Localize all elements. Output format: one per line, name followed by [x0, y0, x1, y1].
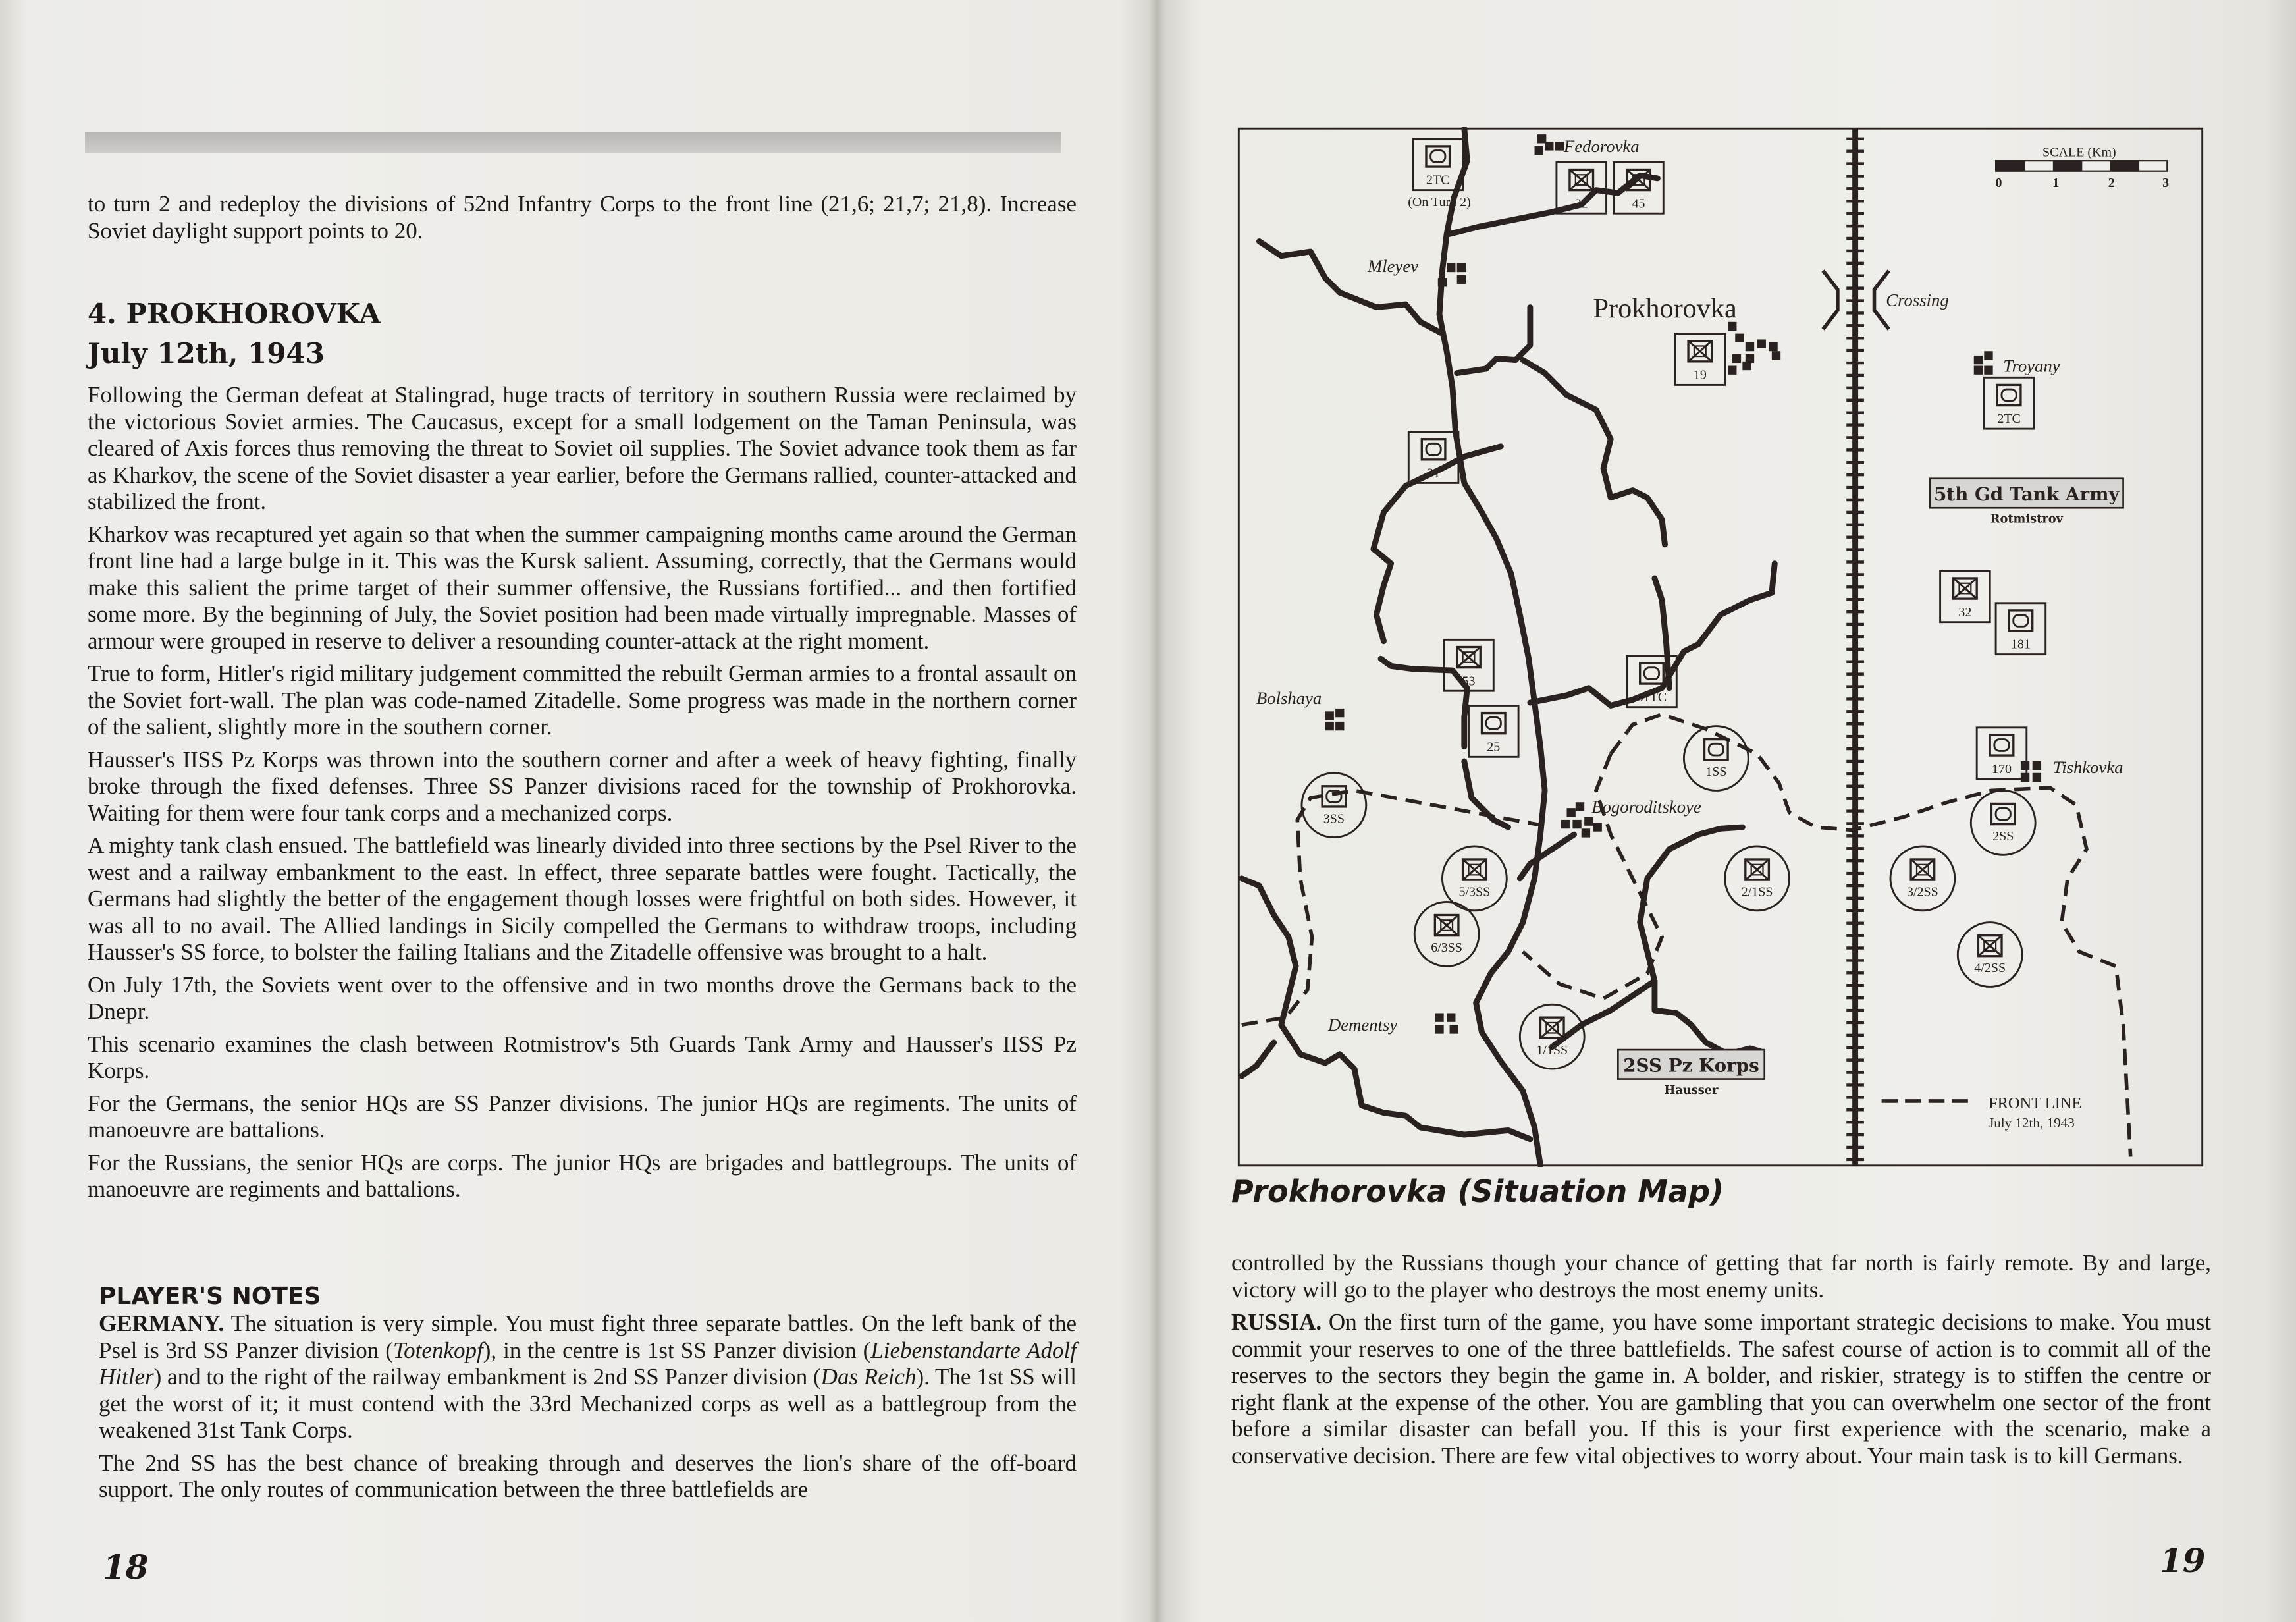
unit-counter — [1408, 432, 1458, 483]
place-dementsy: Dementsy — [1327, 1015, 1398, 1035]
unit-counter — [1442, 846, 1507, 911]
germany-paragraph-2: The 2nd SS has the best chance of breaking through and deserves the lion's share of the off-board support. The only routes of communication between the three battlefields are — [99, 1449, 1077, 1502]
unit-label: 45 — [1632, 196, 1645, 211]
mech-icon — [1978, 936, 2002, 956]
russia-lead: RUSSIA. — [1231, 1309, 1322, 1335]
tank-icon — [1431, 151, 1445, 163]
scale-bar — [1996, 145, 2170, 190]
scale-tick: 0 — [1995, 176, 2002, 191]
unit-label: 2SS — [1992, 829, 2014, 844]
town-block — [1757, 339, 1766, 348]
page-number-right: 19 — [2160, 1541, 2206, 1580]
town-block — [1545, 142, 1553, 150]
unit-label: 32 — [1958, 605, 1972, 620]
unit-counter — [1675, 334, 1725, 385]
town-block — [1457, 263, 1466, 272]
place-mleyev: Mleyev — [1368, 256, 1419, 277]
place-troyany: Troyany — [2003, 356, 2060, 376]
legend-date: July 12th, 1943 — [1988, 1114, 2075, 1131]
unit-label: 1SS — [1705, 765, 1727, 780]
unit-label: 3SS — [1323, 811, 1345, 826]
paragraph: Hausser's IISS Pz Korps was thrown into the southern corner and after a week of heavy fighting, finally broke through the fixed defenses. Three SS Panzer divisions raced for the township of Prokhorovka. Waiting for them were four tank corps and a mechanized corps. — [88, 746, 1077, 826]
unit-counter — [1413, 139, 1463, 190]
mech-icon — [1435, 915, 1458, 935]
town-block — [2033, 773, 2041, 782]
town-block — [1450, 1025, 1458, 1033]
unit-label: 22 — [1574, 196, 1588, 211]
place-prokhorovka: Prokhorovka — [1593, 293, 1737, 325]
mech-icon — [1954, 578, 1977, 599]
town-block — [1742, 362, 1751, 370]
mech-icon — [1463, 859, 1487, 880]
unit-label: 4/2SS — [1974, 961, 2006, 976]
tank-icon — [1994, 740, 2009, 751]
town-block — [1555, 142, 1564, 150]
unit-label: 5/3SS — [1458, 884, 1491, 900]
paragraph: controlled by the Russians though your chance of getting that far north is fairly remote. By and large, victory will go to the player who destroys the most enemy units. — [1231, 1250, 2211, 1303]
mech-icon — [1911, 859, 1935, 880]
town-block — [1447, 263, 1455, 272]
tank-icon — [1486, 717, 1501, 729]
paragraph: A mighty tank clash ensued. The battlefield was linearly divided into three sections by the Psel River to the west and a railway embankment to the east. In effect, three separate battles were fought. Tactically, the Germans had slightly the better of the engagement though losses were frightful on both sides. However, it was all to no avail. The Allied landings in Sicily compelled the Germans to withdraw troops, including Hausser's SS force, to bolster the failing Italians and the Zitadelle offensive was brought to a halt. — [88, 832, 1077, 965]
rivers — [1242, 128, 1775, 1166]
place-bolshaya: Bolshaya — [1256, 688, 1322, 709]
unit-label: 1/1SS — [1536, 1042, 1568, 1058]
town-block — [1572, 820, 1581, 828]
players-notes-heading: PLAYER'S NOTES — [99, 1283, 321, 1310]
town-block — [1325, 711, 1334, 720]
tank-icon — [1709, 743, 1723, 755]
town-block — [1772, 351, 1780, 360]
tank-icon — [1426, 443, 1441, 455]
town-block — [1435, 1025, 1443, 1033]
page-number-left: 18 — [103, 1548, 149, 1586]
paragraph: True to form, Hitler's rigid military judgement committed the rebuilt German armies to a frontal assault on the Soviet fort-wall. The plan was code-named Zitadelle. Some progress was made in the northern corner of the salient, slightly more in the southern corner. — [88, 661, 1077, 740]
town-block — [1584, 817, 1593, 825]
town-block — [1535, 146, 1543, 155]
town-block — [1447, 1013, 1455, 1021]
mech-icon — [1746, 859, 1769, 880]
unit-label: 6/3SS — [1431, 940, 1463, 956]
town-block — [1582, 828, 1590, 837]
text: The situation is very simple. You must fight three separate battles. On the left bank of the Psel is 3rd SS Panzer division ( — [99, 1311, 1077, 1363]
unit-label: 2TC — [1426, 173, 1450, 188]
place-tishkovka: Tishkovka — [2052, 757, 2123, 777]
unit-label: 31TC — [1636, 689, 1667, 705]
town-block — [1746, 342, 1754, 351]
text: ), in the centre is 1st SS Panzer division ( — [483, 1337, 871, 1363]
tank-icon — [1996, 808, 2010, 820]
town-block — [2033, 761, 2041, 770]
players-notes-body — [99, 1311, 1077, 1509]
scenario-body — [88, 382, 1077, 1209]
german-korps-name: 2SS Pz Korps — [1623, 1054, 1759, 1077]
map-caption: Prokhorovka (Situation Map) — [1231, 1174, 1724, 1209]
germany-lead: GERMANY. — [99, 1311, 225, 1336]
mech-icon — [1688, 341, 1712, 362]
town-block — [1974, 356, 1983, 364]
situation-map — [1237, 127, 2204, 1167]
town-block — [1576, 802, 1584, 811]
unit-label: 170 — [1991, 761, 2012, 776]
place-crossing: Crossing — [1886, 290, 1949, 310]
town-block — [2021, 761, 2029, 770]
german-korps-banner — [1618, 1050, 1764, 1097]
town-block — [1325, 722, 1334, 730]
unit-counter — [1890, 846, 1955, 911]
text: ). The 1st SS will get the worst of it; it must contend with the 33rd Mechanized corps as well as a battlegroup from the weakened 31st Tank Corps. — [99, 1364, 1077, 1443]
unit-counter — [1468, 705, 1518, 757]
germany-paragraph — [99, 1311, 1077, 1444]
russia-paragraph — [1231, 1309, 2211, 1469]
scale-tick: 3 — [2162, 176, 2170, 191]
town-block — [1561, 820, 1570, 828]
paragraph: For the Russians, the senior HQs are corps. The junior HQs are brigades and battlegroups. The units of manoeuvre are regiments and battalions. — [88, 1149, 1077, 1202]
railway — [1823, 128, 1889, 1166]
on-turn-2-note: (On Turn 2) — [1408, 195, 1471, 210]
unit-label: 2TC — [1997, 412, 2021, 427]
unit-label: 53 — [1462, 674, 1476, 689]
town-block — [1769, 342, 1777, 351]
town-block — [1984, 351, 1992, 360]
map-frame — [1239, 128, 2202, 1166]
scale-title: SCALE (Km) — [2042, 145, 2116, 160]
unit-label: 2/1SS — [1741, 884, 1773, 900]
mech-icon — [1540, 1017, 1564, 1038]
mech-icon — [1570, 169, 1593, 190]
town-block — [1984, 366, 1992, 375]
unit-counter — [1725, 846, 1790, 911]
right-page-body — [1231, 1250, 2211, 1475]
unit-counter — [1971, 790, 2035, 855]
unit-label: 25 — [1487, 740, 1501, 755]
unit-counter — [1302, 773, 1366, 838]
paragraph: Kharkov was recaptured yet again so that when the summer campaigning months came around the German front line had a large bulge in it. This was the Kursk salient. Assuming, correctly, that the Germans would make this salient the prime target of their summer offensive, the Russians fortified... and then fortified some more. By the beginning of July, the Soviet position had been made virtually impregnable. Masses of armour were grouped in reserve to deliver a resounding counter-attack at the right moment. — [88, 521, 1077, 654]
place-bogoroditskoye: Bogoroditskoye — [1591, 796, 1701, 817]
soviet-army-banner — [1930, 479, 2123, 526]
unit-counter — [1940, 571, 1990, 622]
psel-river — [1439, 128, 1545, 1166]
text: On the first turn of the game, you have some important strategic decisions to make. You must commit your reserves to one of the three battlefields. The safest course of action is to commit all of the reserves to the sectors they begin the game in. A bolder, and riskier, strategy is to stiffen the centre or right flank at the expense of the other. You are gambling that you can overwhelm one sector of the front before a similar disaster can befall you. If this is your first experience with the scenario, make a conservative decision. There are few vital objectives to worry about. Your main task is to kill Germans. — [1231, 1309, 2211, 1469]
german-commander: Hausser — [1664, 1083, 1719, 1097]
legend-front-line: FRONT LINE — [1988, 1095, 2082, 1113]
town-block — [2021, 773, 2029, 782]
tank-icon — [2002, 389, 2016, 401]
unit-counter — [1444, 639, 1494, 691]
text-italic: Totenkopf — [392, 1337, 483, 1363]
town-block — [1593, 823, 1602, 831]
town-block — [1457, 275, 1466, 284]
unit-counter — [1414, 902, 1479, 966]
unit-counter — [1977, 728, 2027, 779]
text-italic: Liebenstandarte Adolf Hitler — [99, 1337, 1077, 1390]
unit-counter — [1984, 377, 2034, 429]
header-bar — [85, 132, 1061, 153]
town-block — [1435, 1013, 1443, 1021]
place-fedorovka: Fedorovka — [1564, 136, 1640, 156]
mech-icon — [1457, 647, 1481, 668]
tank-icon — [1644, 668, 1659, 680]
unit-label: 3/2SS — [1906, 884, 1938, 900]
scale-tick: 1 — [2052, 176, 2060, 191]
soviet-army-name: 5th Gd Tank Army — [1933, 483, 2120, 506]
paragraph: On July 17th, the Soviets went over to the offensive and in two months drove the Germans back to the Dnepr. — [88, 971, 1077, 1024]
unit-label: 181 — [2010, 637, 2031, 652]
town-block — [1335, 722, 1344, 730]
town-block — [1566, 808, 1575, 817]
unit-counter — [1996, 603, 2046, 655]
town-block — [1735, 334, 1744, 342]
unit-label: 19 — [1693, 367, 1707, 383]
town-block — [1728, 366, 1736, 375]
town-block — [1732, 354, 1741, 363]
paragraph: For the Germans, the senior HQs are SS Panzer divisions. The junior HQs are regiments. The units of manoeuvre are battalions. — [88, 1090, 1077, 1143]
scale-tick: 2 — [2108, 176, 2115, 191]
scenario-date: July 12th, 1943 — [88, 337, 325, 369]
tank-icon — [2014, 615, 2028, 627]
scenario-heading: 4. PROKHOROVKA — [88, 298, 381, 330]
unit-counters — [1302, 139, 2046, 1069]
town-block — [1438, 278, 1447, 286]
unit-label: 31 — [1427, 466, 1441, 481]
paragraph: This scenario examines the clash between Rotmistrov's 5th Guards Tank Army and Hausser's IISS Pz Korps. — [88, 1031, 1077, 1083]
town-block — [1335, 709, 1344, 717]
unit-counter — [1958, 923, 2022, 987]
text-italic: Das Reich — [820, 1364, 917, 1390]
paragraph: Following the German defeat at Stalingrad, huge tracts of territory in southern Russia were reclaimed by the victorious Soviet armies. The Caucasus, except for a small lodgement on the Taman Peninsula, was cleared of Axis forces thus removing the threat to Soviet oil supplies. The Soviet advance took them as far as Kharkov, the scene of the Soviet disaster a year earlier, before the Germans rallied, counter-attacked and stabilized the front. — [88, 382, 1077, 514]
unit-counter — [1520, 1004, 1584, 1069]
map-legend — [1882, 1095, 2082, 1131]
text: ) and to the right of the railway embankment is 2nd SS Panzer division ( — [153, 1364, 821, 1390]
town-block — [1974, 366, 1983, 375]
intro-paragraph: to turn 2 and redeploy the divisions of 52nd Infantry Corps to the front line (21,6; 21,7; 21,8). Increase Soviet daylight support points to 20. — [88, 191, 1077, 244]
soviet-commander: Rotmistrov — [1990, 512, 2063, 526]
